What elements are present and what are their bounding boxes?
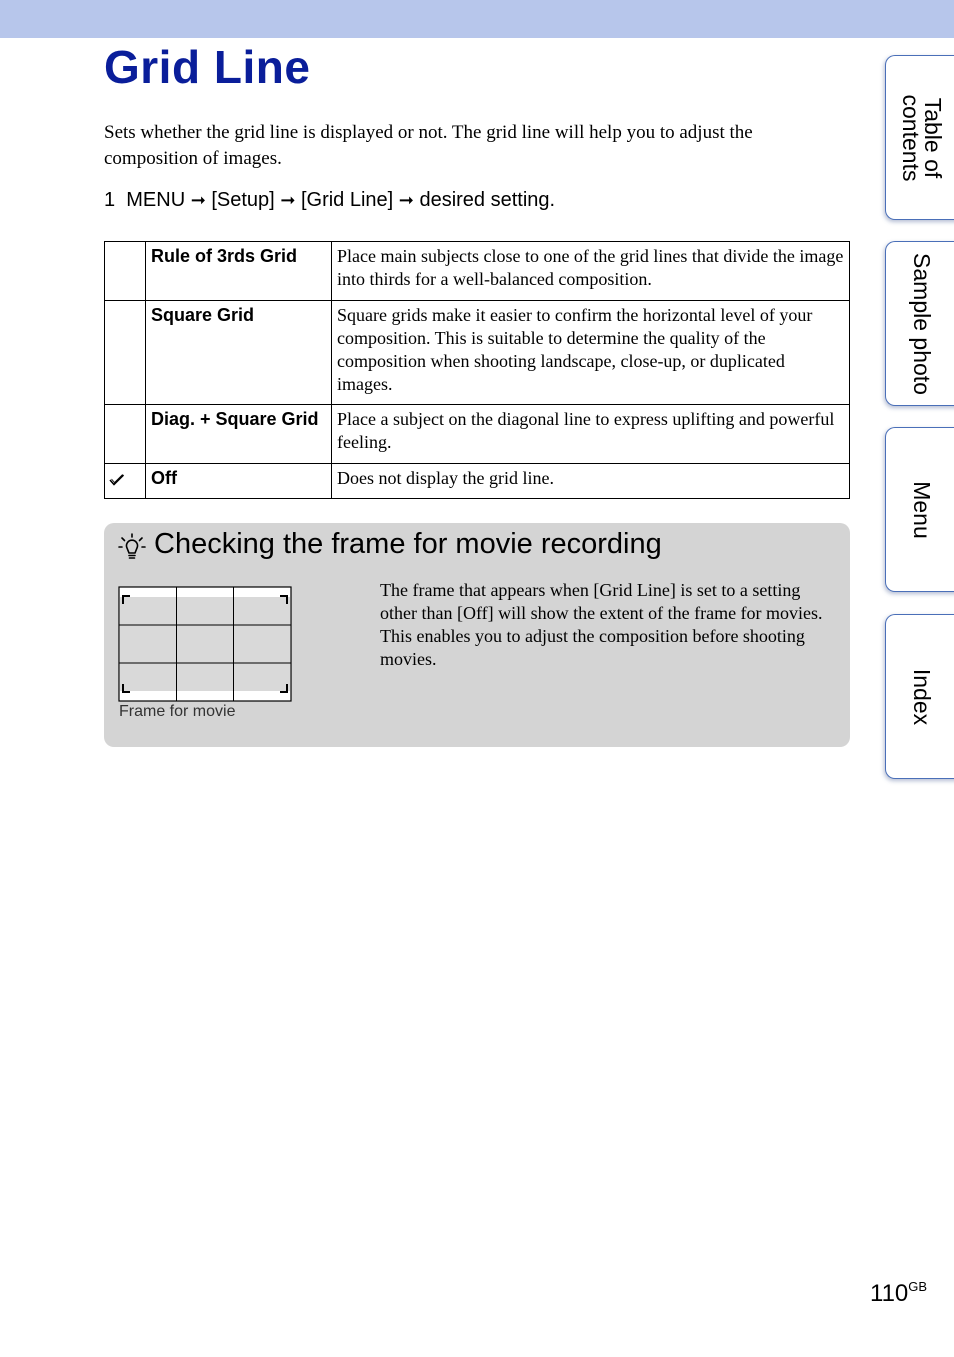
tab-table-of-contents[interactable] [885,55,954,220]
option-description: Square grids make it easier to confirm the horizontal level of your composition. This is suitable to determine the quality of the composition when shooting landscape, close-up, or duplicated images. [332,301,850,405]
default-marker-cell [105,464,146,499]
page-number-suffix: GB [908,1279,928,1294]
option-name: Diag. + Square Grid [146,405,332,464]
option-description: Place a subject on the diagonal line to express uplifting and powerful feeling. [332,405,850,464]
step-menu: MENU [126,189,186,211]
default-marker-cell [105,242,146,301]
intro-paragraph: Sets whether the grid line is displayed or not. The grid line will help you to adjust the composition of images. [104,122,753,169]
tab-menu[interactable] [885,427,954,592]
option-name: Rule of 3rds Grid [146,242,332,301]
tab-index[interactable] [885,614,954,779]
arrow-icon: ➞ [398,190,414,210]
checkmark-icon [108,473,126,487]
step-desired-setting: desired setting. [419,189,556,211]
lightbulb-icon [118,533,146,561]
step-number: 1 [104,189,116,211]
page-title: Grid Line [104,41,311,93]
page-number [870,1280,927,1308]
tab-label: Sample photo [909,252,935,395]
arrow-icon: ➞ [190,190,206,210]
tab-label: Index [909,668,935,725]
arrow-icon: ➞ [280,190,296,210]
option-name: Square Grid [146,301,332,405]
tip-text: The frame that appears when [Grid Line] is set to a setting other than [Off] will show the extent of the frame for movies. This enables you to adjust the composition before shooting movies. [380,580,823,669]
figure-caption: Frame for movie [119,703,236,720]
table-row [105,301,850,405]
tab-label: Menu [909,480,935,539]
default-marker-cell [105,301,146,405]
option-description: Place main subjects close to one of the grid lines that divide the image into thirds for a well-balanced composition. [332,242,850,301]
tip-box [104,523,850,747]
header-band [0,0,954,38]
tab-sample-photo[interactable] [885,241,954,406]
option-name: Off [146,464,332,499]
default-marker-cell [105,405,146,464]
movie-frame-illustration [118,586,292,703]
page-number-value: 110 [870,1280,909,1307]
step-setup: [Setup] [211,189,275,211]
options-table [104,241,850,499]
step-instruction [104,189,555,212]
option-description: Does not display the grid line. [332,464,850,499]
tip-title: Checking the frame for movie recording [154,528,662,560]
table-row [105,405,850,464]
tab-label: Table of contents [898,94,946,181]
table-row [105,242,850,301]
step-grid-line: [Grid Line] [300,189,394,211]
table-row [105,464,850,499]
